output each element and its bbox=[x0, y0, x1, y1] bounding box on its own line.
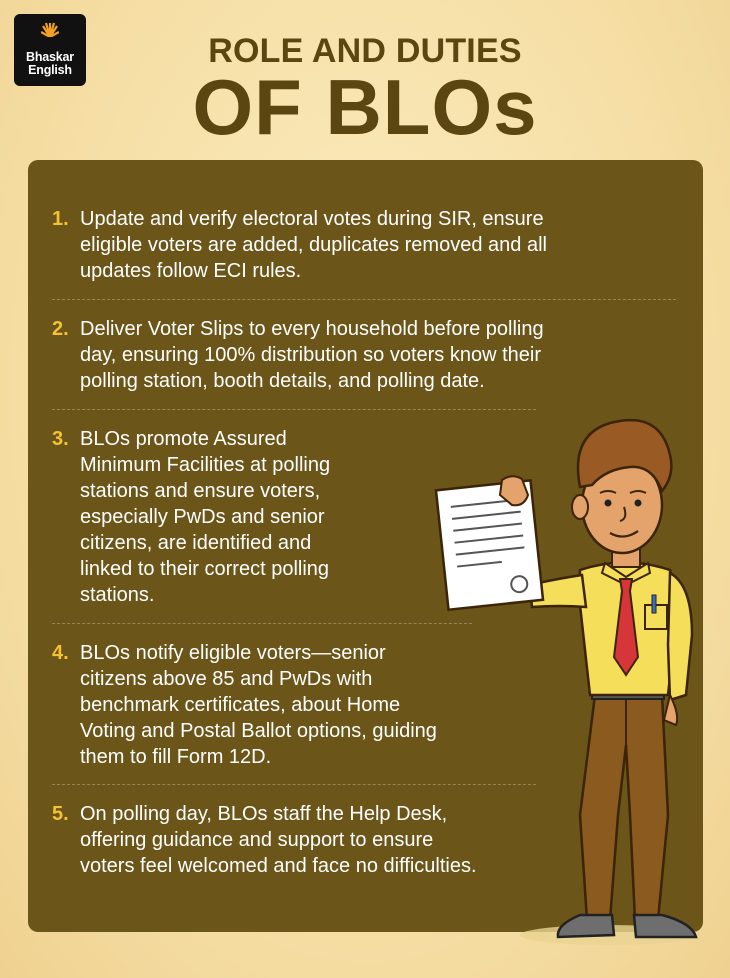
duty-number: 1. bbox=[52, 208, 69, 230]
logo-text-line2: English bbox=[28, 63, 72, 77]
duty-text-line: eligible voters are added, duplicates removed and all bbox=[80, 234, 547, 256]
duty-text-line: On polling day, BLOs staff the Help Desk, bbox=[80, 803, 448, 825]
duty-text-line: BLOs promote Assured bbox=[80, 428, 287, 450]
duty-text-line: offering guidance and support to ensure bbox=[80, 829, 434, 851]
duty-text-line: citizens above 85 and PwDs with bbox=[80, 668, 373, 690]
duty-number: 4. bbox=[52, 642, 69, 664]
duty-text-line: especially PwDs and senior bbox=[80, 506, 325, 528]
duty-text-line: Deliver Voter Slips to every household before polling bbox=[80, 318, 544, 340]
duty-text-line: Voting and Postal Ballot options, guiding bbox=[80, 720, 437, 742]
duty-text-line: updates follow ECI rules. bbox=[80, 260, 302, 282]
duty-text-line: day, ensuring 100% distribution so voters know their bbox=[80, 344, 541, 366]
duty-number: 3. bbox=[52, 428, 69, 450]
duty-number: 2. bbox=[52, 318, 69, 340]
duty-text-line: stations. bbox=[80, 584, 155, 606]
logo-text-line1: Bhaskar bbox=[26, 50, 74, 64]
duty-number: 5. bbox=[52, 803, 69, 825]
duty-text-line: stations and ensure voters, bbox=[80, 480, 321, 502]
duty-text-line: linked to their correct polling bbox=[80, 558, 330, 580]
duty-text-line: Minimum Facilities at polling bbox=[80, 454, 331, 476]
page-title-line1: ROLE AND DUTIES bbox=[208, 32, 522, 70]
duty-text-line: them to fill Form 12D. bbox=[80, 746, 272, 768]
duty-text-line: polling station, booth details, and polling date. bbox=[80, 370, 485, 392]
divider bbox=[52, 623, 472, 624]
duty-text-line: citizens, are identified and bbox=[80, 532, 312, 554]
duty-text-line: BLOs notify eligible voters—senior bbox=[80, 642, 386, 664]
divider bbox=[52, 299, 676, 300]
duty-text-line: Update and verify electoral votes during SIR, ensure bbox=[80, 208, 544, 230]
page-title-line2: OF BLOs bbox=[192, 63, 538, 151]
duty-text-line: voters feel welcomed and face no difficulties. bbox=[80, 855, 477, 877]
man-holding-certificate-illustration bbox=[430, 395, 730, 955]
duty-text-line: benchmark certificates, about Home bbox=[80, 694, 401, 716]
